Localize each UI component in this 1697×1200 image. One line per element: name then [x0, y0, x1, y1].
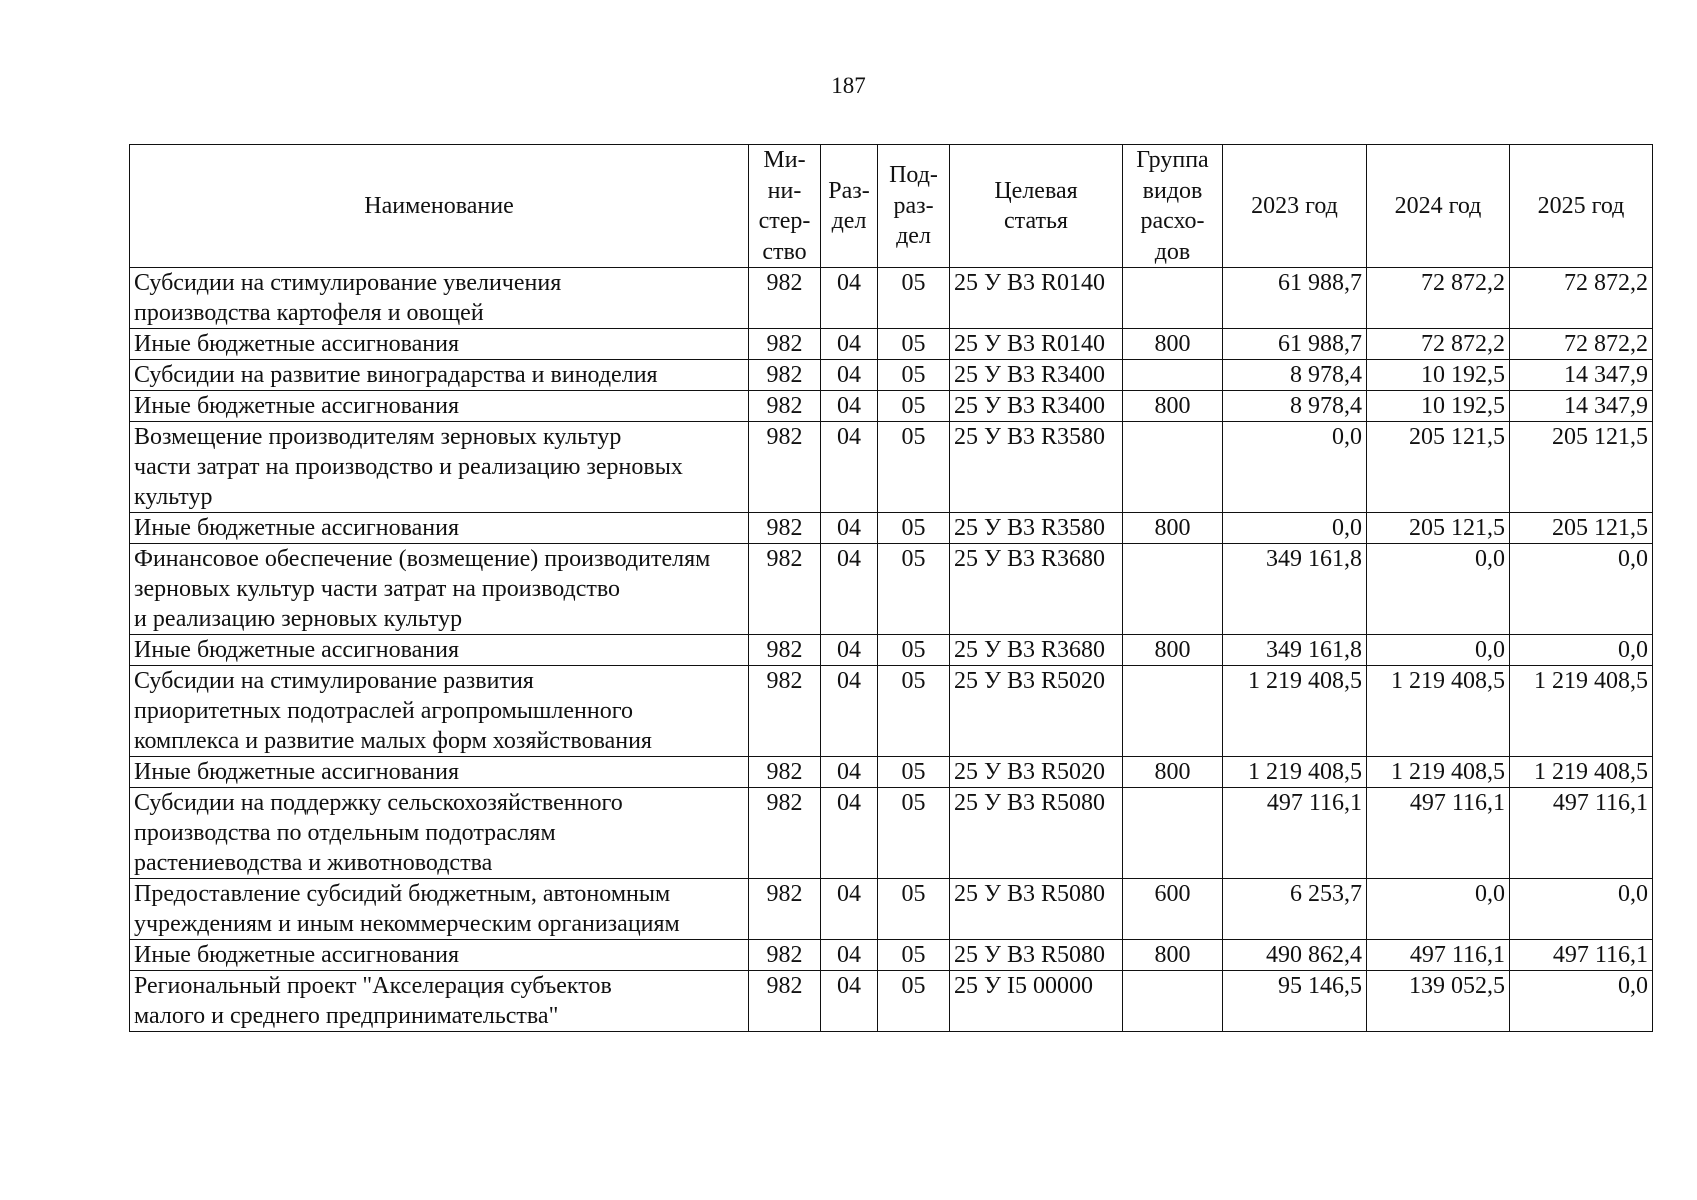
cell-ministry: 982 [749, 329, 821, 360]
table-body [130, 268, 1653, 1032]
cell-target-article: 25 У В3 R5020 [950, 666, 1123, 757]
cell-name: Субсидии на стимулирование увеличения производства картофеля и овощей [130, 268, 749, 329]
header-2024: 2024 год [1367, 145, 1510, 268]
cell-subsection: 05 [878, 268, 950, 329]
cell-amount-2025: 14 347,9 [1510, 391, 1653, 422]
cell-amount-2025: 0,0 [1510, 544, 1653, 635]
cell-name: Иные бюджетные ассигнования [130, 513, 749, 544]
cell-name: Финансовое обеспечение (возмещение) производителям зерновых культур части затрат на производство и реализацию зерновых культур [130, 544, 749, 635]
cell-target-article: 25 У В3 R3400 [950, 360, 1123, 391]
cell-expense-group [1123, 360, 1223, 391]
cell-target-article: 25 У В3 R0140 [950, 329, 1123, 360]
cell-subsection: 05 [878, 757, 950, 788]
cell-amount-2024: 10 192,5 [1367, 391, 1510, 422]
cell-expense-group [1123, 971, 1223, 1032]
cell-target-article: 25 У В3 R3400 [950, 391, 1123, 422]
cell-name: Иные бюджетные ассигнования [130, 635, 749, 666]
table-row [130, 757, 1653, 788]
cell-ministry: 982 [749, 360, 821, 391]
budget-table [129, 144, 1653, 1032]
cell-ministry: 982 [749, 513, 821, 544]
cell-subsection: 05 [878, 635, 950, 666]
table-row [130, 391, 1653, 422]
cell-amount-2023: 61 988,7 [1223, 268, 1367, 329]
header-2025: 2025 год [1510, 145, 1653, 268]
page-number: 187 [831, 73, 866, 98]
header-name: Наименование [130, 145, 749, 268]
cell-ministry: 982 [749, 391, 821, 422]
cell-name: Иные бюджетные ассигнования [130, 757, 749, 788]
cell-expense-group [1123, 666, 1223, 757]
cell-subsection: 05 [878, 879, 950, 940]
cell-section: 04 [821, 268, 878, 329]
cell-section: 04 [821, 360, 878, 391]
cell-section: 04 [821, 879, 878, 940]
cell-target-article: 25 У В3 R5020 [950, 757, 1123, 788]
cell-amount-2025: 1 219 408,5 [1510, 757, 1653, 788]
table-row [130, 666, 1653, 757]
cell-amount-2024: 205 121,5 [1367, 422, 1510, 513]
cell-section: 04 [821, 391, 878, 422]
cell-name: Иные бюджетные ассигнования [130, 940, 749, 971]
cell-section: 04 [821, 788, 878, 879]
cell-amount-2023: 497 116,1 [1223, 788, 1367, 879]
cell-amount-2023: 8 978,4 [1223, 391, 1367, 422]
table-row [130, 879, 1653, 940]
cell-section: 04 [821, 635, 878, 666]
header-2023: 2023 год [1223, 145, 1367, 268]
cell-target-article: 25 У В3 R3680 [950, 635, 1123, 666]
cell-amount-2024: 139 052,5 [1367, 971, 1510, 1032]
cell-name: Возмещение производителям зерновых культур части затрат на производство и реализацию зерновых культур [130, 422, 749, 513]
cell-target-article: 25 У В3 R5080 [950, 788, 1123, 879]
header-section: Раз- дел [821, 145, 878, 268]
cell-amount-2024: 72 872,2 [1367, 329, 1510, 360]
cell-ministry: 982 [749, 422, 821, 513]
cell-amount-2025: 0,0 [1510, 879, 1653, 940]
cell-target-article: 25 У В3 R3580 [950, 513, 1123, 544]
cell-name: Субсидии на развитие виноградарства и виноделия [130, 360, 749, 391]
cell-amount-2023: 6 253,7 [1223, 879, 1367, 940]
table-row [130, 360, 1653, 391]
cell-name: Региональный проект "Акселерация субъектов малого и среднего предпринимательства" [130, 971, 749, 1032]
cell-amount-2025: 205 121,5 [1510, 513, 1653, 544]
cell-amount-2023: 490 862,4 [1223, 940, 1367, 971]
cell-target-article: 25 У В3 R3580 [950, 422, 1123, 513]
cell-section: 04 [821, 971, 878, 1032]
cell-target-article: 25 У В3 R5080 [950, 940, 1123, 971]
cell-amount-2025: 497 116,1 [1510, 940, 1653, 971]
cell-amount-2025: 205 121,5 [1510, 422, 1653, 513]
header-ministry: Ми- ни- стер- ство [749, 145, 821, 268]
cell-section: 04 [821, 666, 878, 757]
cell-subsection: 05 [878, 544, 950, 635]
header-subsection: Под- раз- дел [878, 145, 950, 268]
cell-expense-group: 800 [1123, 513, 1223, 544]
table-row [130, 329, 1653, 360]
cell-amount-2023: 349 161,8 [1223, 544, 1367, 635]
header-target: Целевая статья [950, 145, 1123, 268]
table-row [130, 422, 1653, 513]
cell-amount-2024: 0,0 [1367, 544, 1510, 635]
cell-amount-2025: 497 116,1 [1510, 788, 1653, 879]
cell-amount-2024: 205 121,5 [1367, 513, 1510, 544]
cell-subsection: 05 [878, 360, 950, 391]
cell-section: 04 [821, 940, 878, 971]
cell-amount-2025: 72 872,2 [1510, 268, 1653, 329]
cell-amount-2023: 0,0 [1223, 422, 1367, 513]
cell-name: Иные бюджетные ассигнования [130, 329, 749, 360]
cell-amount-2024: 0,0 [1367, 879, 1510, 940]
cell-amount-2024: 1 219 408,5 [1367, 757, 1510, 788]
cell-target-article: 25 У В3 R5080 [950, 879, 1123, 940]
cell-amount-2025: 0,0 [1510, 971, 1653, 1032]
cell-name: Субсидии на стимулирование развития приоритетных подотраслей агропромышленного комплекса и развитие малых форм хозяйствования [130, 666, 749, 757]
cell-expense-group: 800 [1123, 329, 1223, 360]
cell-expense-group [1123, 268, 1223, 329]
table-header-row [130, 145, 1653, 268]
cell-name: Предоставление субсидий бюджетным, автономным учреждениям и иным некоммерческим организациям [130, 879, 749, 940]
cell-ministry: 982 [749, 666, 821, 757]
cell-amount-2024: 72 872,2 [1367, 268, 1510, 329]
cell-subsection: 05 [878, 391, 950, 422]
cell-subsection: 05 [878, 513, 950, 544]
cell-expense-group: 800 [1123, 757, 1223, 788]
table-row [130, 788, 1653, 879]
cell-ministry: 982 [749, 940, 821, 971]
cell-expense-group [1123, 422, 1223, 513]
cell-target-article: 25 У I5 00000 [950, 971, 1123, 1032]
cell-target-article: 25 У В3 R3680 [950, 544, 1123, 635]
cell-ministry: 982 [749, 757, 821, 788]
cell-ministry: 982 [749, 635, 821, 666]
cell-expense-group: 800 [1123, 391, 1223, 422]
cell-ministry: 982 [749, 788, 821, 879]
cell-subsection: 05 [878, 940, 950, 971]
cell-amount-2024: 1 219 408,5 [1367, 666, 1510, 757]
header-group: Группа видов расхо- дов [1123, 145, 1223, 268]
cell-subsection: 05 [878, 329, 950, 360]
cell-name: Иные бюджетные ассигнования [130, 391, 749, 422]
cell-amount-2023: 0,0 [1223, 513, 1367, 544]
cell-amount-2023: 1 219 408,5 [1223, 757, 1367, 788]
cell-amount-2024: 497 116,1 [1367, 788, 1510, 879]
cell-amount-2025: 72 872,2 [1510, 329, 1653, 360]
cell-amount-2023: 61 988,7 [1223, 329, 1367, 360]
cell-subsection: 05 [878, 788, 950, 879]
cell-amount-2023: 1 219 408,5 [1223, 666, 1367, 757]
cell-expense-group: 600 [1123, 879, 1223, 940]
cell-amount-2024: 497 116,1 [1367, 940, 1510, 971]
cell-amount-2023: 349 161,8 [1223, 635, 1367, 666]
table-row [130, 544, 1653, 635]
cell-ministry: 982 [749, 879, 821, 940]
cell-target-article: 25 У В3 R0140 [950, 268, 1123, 329]
table-row [130, 513, 1653, 544]
cell-section: 04 [821, 757, 878, 788]
cell-amount-2025: 0,0 [1510, 635, 1653, 666]
cell-amount-2023: 8 978,4 [1223, 360, 1367, 391]
cell-expense-group: 800 [1123, 635, 1223, 666]
cell-amount-2023: 95 146,5 [1223, 971, 1367, 1032]
cell-amount-2025: 1 219 408,5 [1510, 666, 1653, 757]
cell-subsection: 05 [878, 666, 950, 757]
cell-section: 04 [821, 544, 878, 635]
cell-section: 04 [821, 329, 878, 360]
cell-amount-2024: 10 192,5 [1367, 360, 1510, 391]
cell-subsection: 05 [878, 422, 950, 513]
table-row [130, 635, 1653, 666]
cell-expense-group [1123, 544, 1223, 635]
table-row [130, 268, 1653, 329]
cell-expense-group [1123, 788, 1223, 879]
cell-ministry: 982 [749, 971, 821, 1032]
cell-name: Субсидии на поддержку сельскохозяйственного производства по отдельным подотраслям растениеводства и животноводства [130, 788, 749, 879]
table-row [130, 971, 1653, 1032]
table-row [130, 940, 1653, 971]
cell-section: 04 [821, 513, 878, 544]
cell-ministry: 982 [749, 544, 821, 635]
cell-subsection: 05 [878, 971, 950, 1032]
cell-amount-2024: 0,0 [1367, 635, 1510, 666]
cell-section: 04 [821, 422, 878, 513]
cell-amount-2025: 14 347,9 [1510, 360, 1653, 391]
cell-expense-group: 800 [1123, 940, 1223, 971]
cell-ministry: 982 [749, 268, 821, 329]
